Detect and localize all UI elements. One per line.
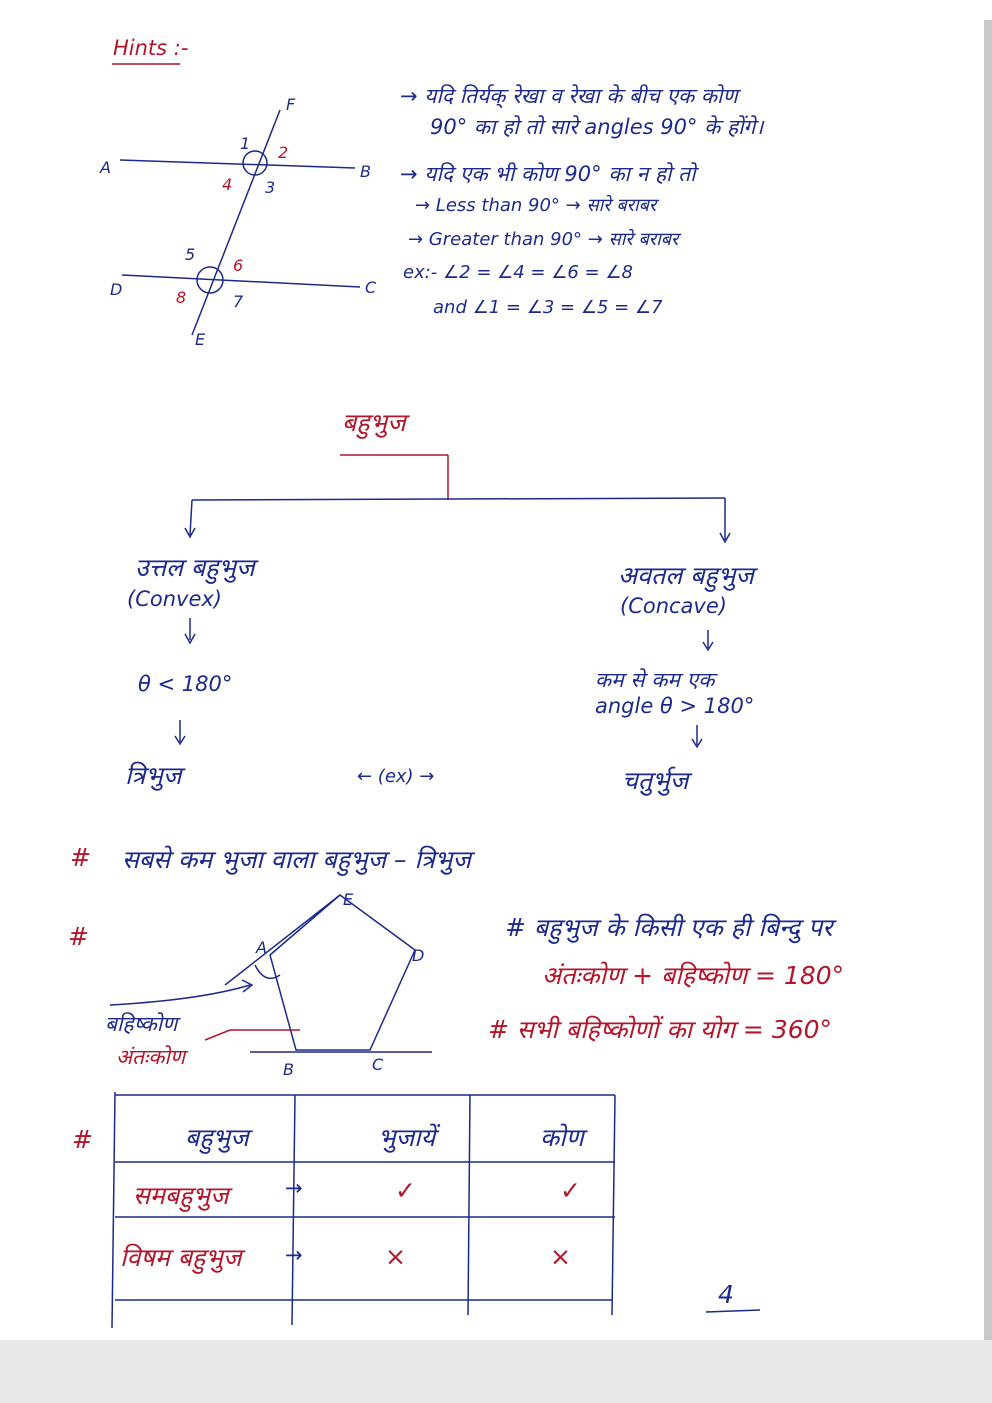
concave-condition-2: angle θ > 180° bbox=[595, 694, 755, 718]
header-sides: भुजायें bbox=[378, 1123, 436, 1152]
tree-arrow bbox=[190, 500, 192, 535]
label-c: C bbox=[365, 278, 377, 297]
convex-condition: θ < 180° bbox=[138, 672, 233, 696]
line-dc bbox=[122, 275, 360, 287]
hint-line: and ∠1 = ∠3 = ∠5 = ∠7 bbox=[433, 297, 663, 318]
concave-subtitle: (Concave) bbox=[620, 594, 727, 618]
row-sides: ✓ bbox=[395, 1176, 416, 1205]
example-arrow: ← (ex) → bbox=[357, 766, 435, 787]
row-arrow: → bbox=[285, 1243, 303, 1267]
angle-1: 1 bbox=[240, 134, 251, 153]
fact-hash: # bbox=[70, 843, 91, 872]
interior-angle-label: अंतःकोण bbox=[116, 1045, 186, 1069]
extended-side bbox=[225, 895, 340, 985]
interior-pointer bbox=[205, 1030, 300, 1040]
row-sides: × bbox=[385, 1242, 406, 1271]
row-angles: ✓ bbox=[560, 1176, 581, 1205]
vertex-b: B bbox=[283, 1060, 294, 1079]
fact-text: सबसे कम भुजा वाला बहुभुज – त्रिभुज bbox=[122, 845, 471, 874]
note-3: # सभी बहिष्कोणों का योग = 360° bbox=[488, 1015, 833, 1044]
label-d: D bbox=[110, 280, 123, 299]
hint-line: ex:- ∠2 = ∠4 = ∠6 = ∠8 bbox=[403, 262, 633, 283]
angle-5: 5 bbox=[185, 245, 196, 264]
angle-7: 7 bbox=[233, 292, 244, 311]
label-f: F bbox=[286, 95, 296, 114]
hint-line: → Greater than 90° → सारे बराबर bbox=[408, 229, 679, 250]
exterior-angle-label: बहिष्कोण bbox=[105, 1012, 178, 1036]
pentagon bbox=[270, 895, 415, 1050]
convex-result: त्रिभुज bbox=[125, 761, 182, 790]
hint-line: 90° का हो तो सारे angles 90° के होंगे। bbox=[430, 115, 764, 139]
hint-line: → Less than 90° → सारे बराबर bbox=[415, 195, 657, 216]
page-number: 4 bbox=[718, 1280, 734, 1309]
convex-title: उत्तल बहुभुज bbox=[135, 553, 255, 582]
table-hash: # bbox=[72, 1125, 93, 1154]
vertex-c: C bbox=[372, 1055, 384, 1074]
angle-3: 3 bbox=[265, 178, 276, 197]
angle-arc-top bbox=[243, 151, 267, 175]
row-name: समबहुभुज bbox=[133, 1181, 229, 1210]
concave-result: चतुर्भुज bbox=[622, 766, 689, 795]
vertex-a: A bbox=[256, 938, 267, 957]
table-rule bbox=[468, 1095, 470, 1315]
hint-line: → यदि तिर्यक् रेखा व रेखा के बीच एक कोण bbox=[400, 84, 738, 108]
row-arrow: → bbox=[285, 1176, 303, 1200]
angle-2: 2 bbox=[278, 143, 289, 162]
label-b: B bbox=[360, 162, 371, 181]
line-ab bbox=[120, 160, 355, 168]
label-a: A bbox=[100, 158, 111, 177]
header-angles: कोण bbox=[540, 1123, 584, 1152]
page-number-underline bbox=[706, 1310, 760, 1312]
vertex-e: E bbox=[343, 890, 354, 909]
angle-6: 6 bbox=[233, 256, 244, 275]
table-rule bbox=[112, 1092, 115, 1328]
table-rule bbox=[612, 1095, 615, 1315]
exterior-pointer bbox=[110, 985, 250, 1005]
convex-subtitle: (Convex) bbox=[127, 587, 222, 611]
row-name: विषम बहुभुज bbox=[120, 1243, 242, 1272]
row-angles: × bbox=[550, 1242, 571, 1271]
tree-root: बहुभुज bbox=[342, 408, 406, 437]
hint-line: → यदि एक भी कोण 90° का न हो तो bbox=[400, 162, 696, 186]
concave-condition-1: कम से कम एक bbox=[595, 668, 715, 692]
tree-branch bbox=[192, 498, 725, 500]
concave-title: अवतल बहुभुज bbox=[618, 561, 754, 590]
header-polygon: बहुभुज bbox=[185, 1123, 249, 1152]
note-2: अंतःकोण + बहिष्कोण = 180° bbox=[542, 961, 845, 990]
pentagon-hash: # bbox=[68, 922, 89, 951]
note-1: # बहुभुज के किसी एक ही बिन्दु पर bbox=[505, 913, 833, 942]
angle-4: 4 bbox=[222, 175, 233, 194]
vertex-d: D bbox=[412, 946, 425, 965]
angle-8: 8 bbox=[176, 288, 187, 307]
table-rule bbox=[292, 1095, 295, 1325]
exterior-angle-arc bbox=[255, 965, 280, 978]
label-e: E bbox=[195, 330, 206, 349]
hints-title: Hints :- bbox=[113, 36, 189, 60]
